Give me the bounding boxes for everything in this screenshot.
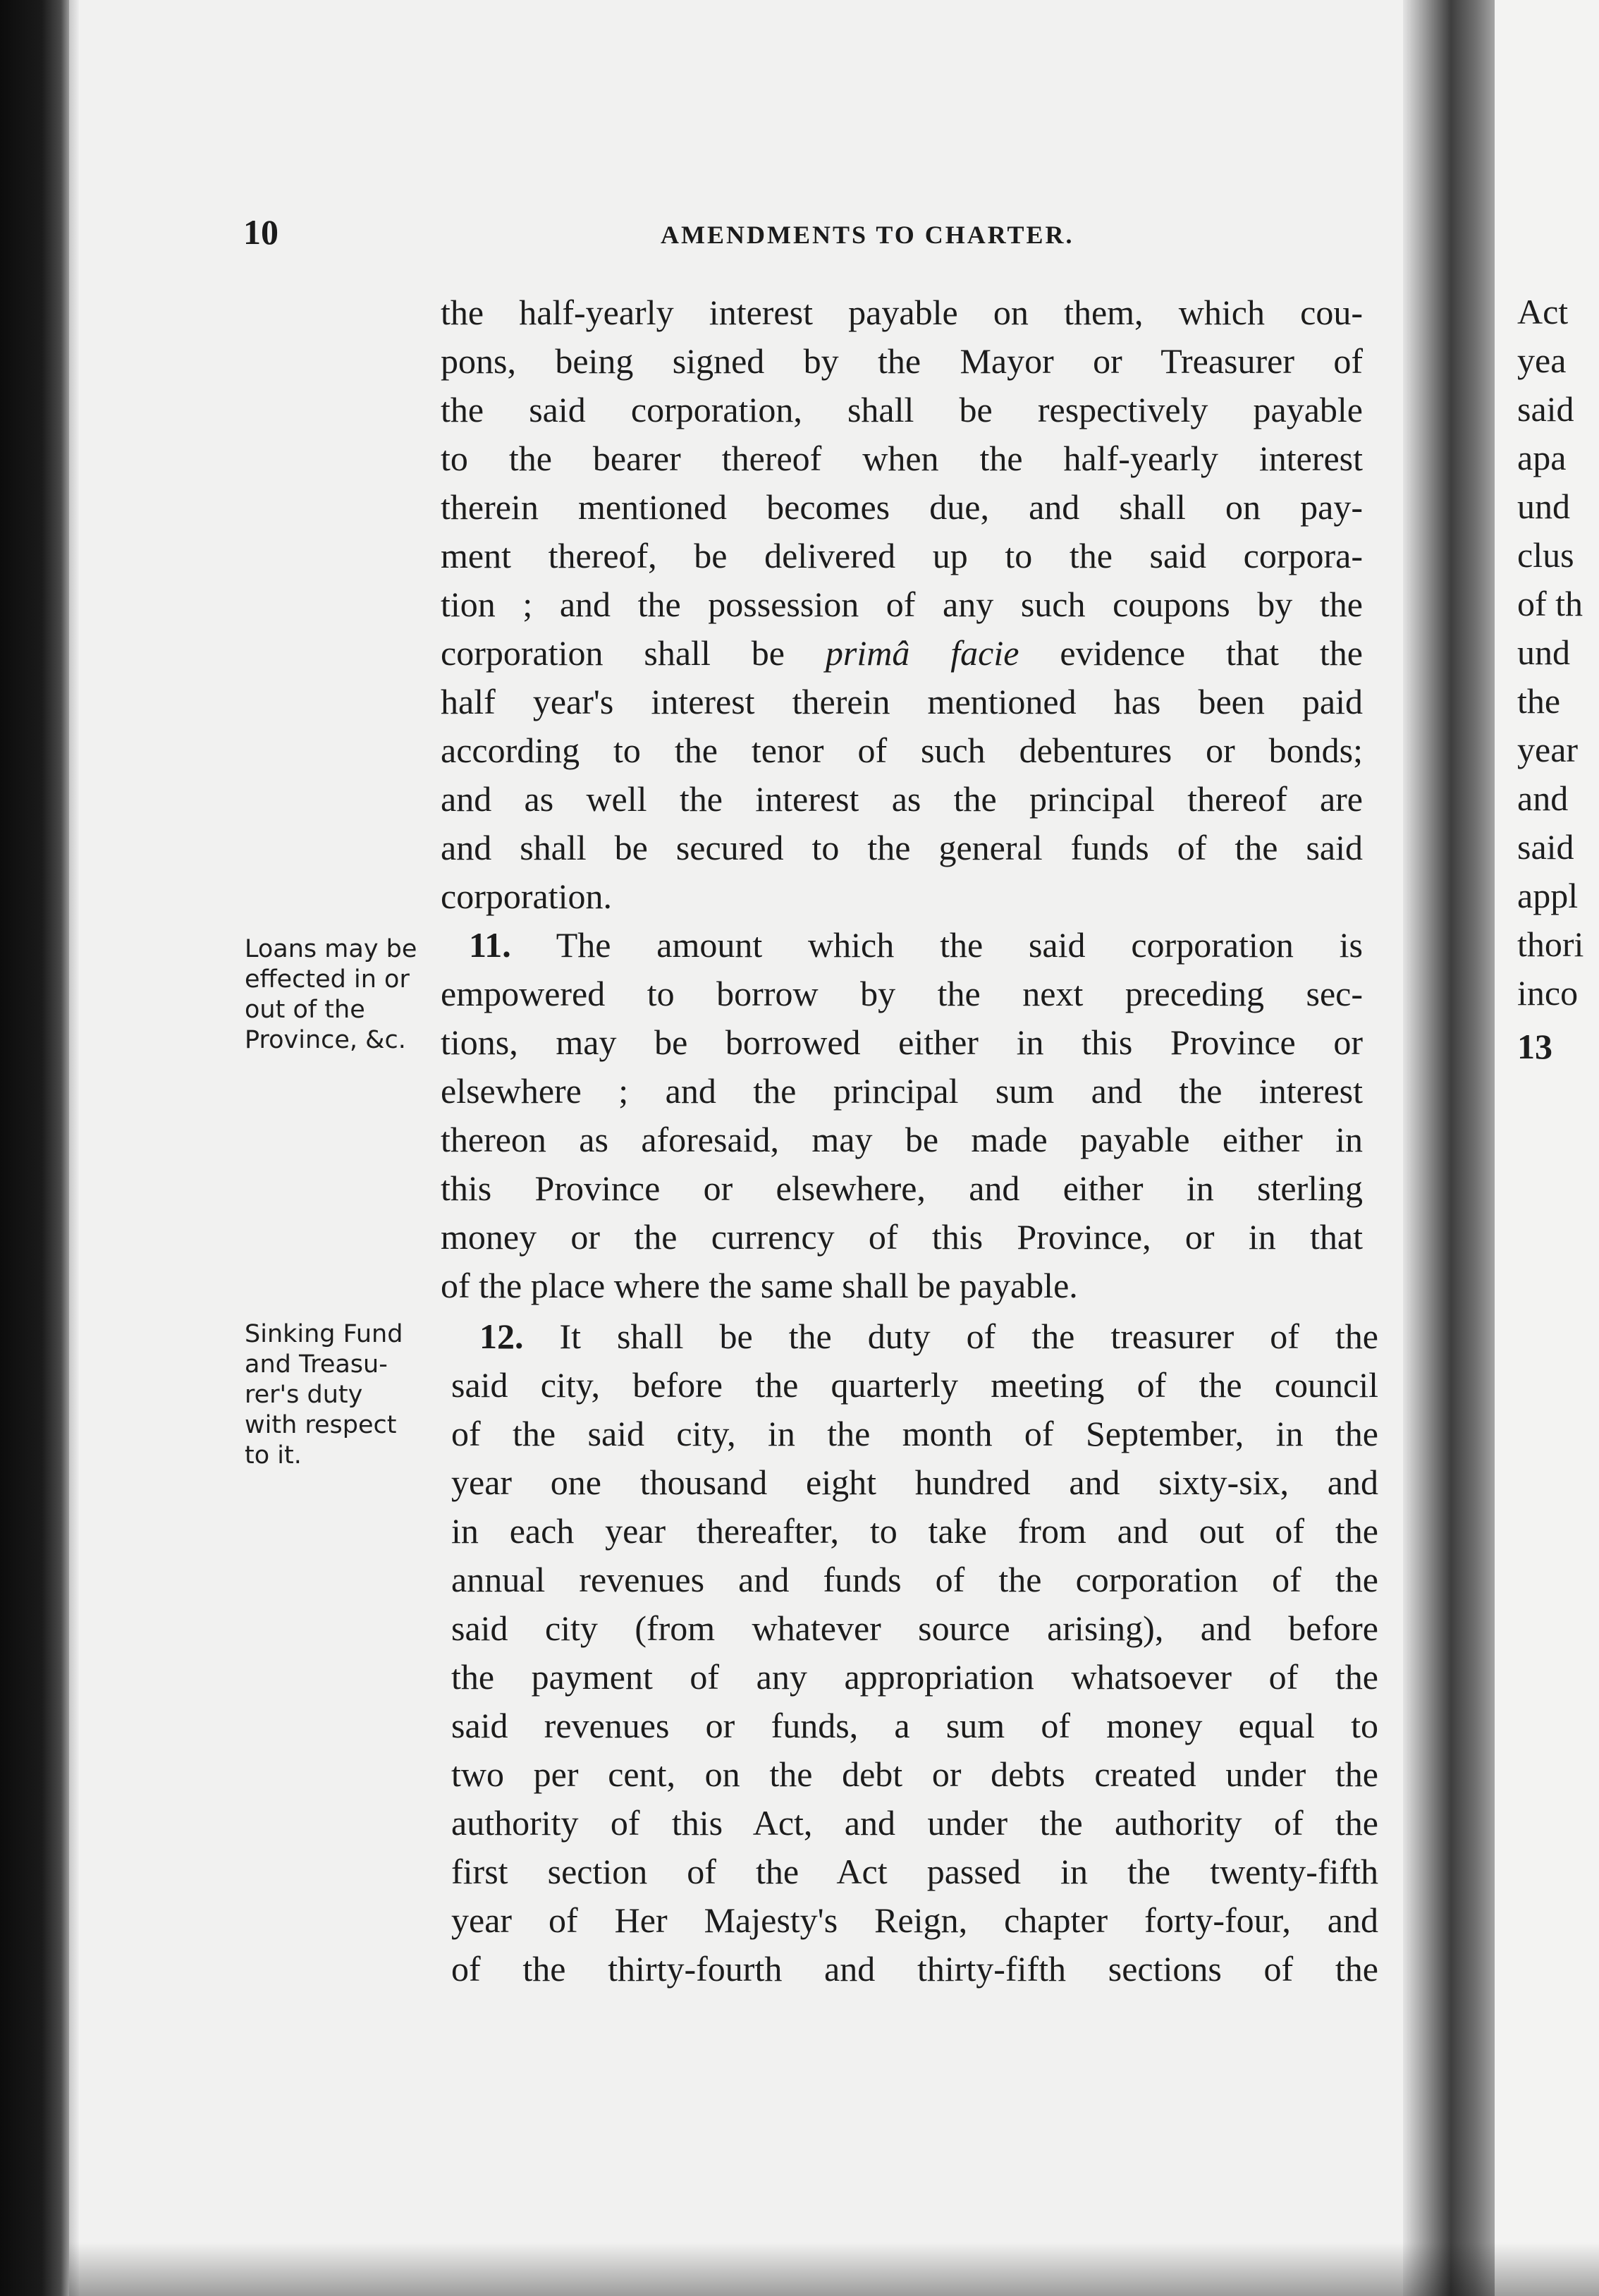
text-line: and [1517, 778, 1569, 818]
italic-phrase: primâ facie [825, 633, 1019, 673]
margin-note-loans [245, 934, 435, 1056]
text-line: authority of this Act, and under the authority of the [451, 1803, 1378, 1843]
margin-note-line: Loans may be [245, 935, 417, 963]
text-line: half year's interest therein mentioned has been paid [441, 682, 1363, 721]
text-line: elsewhere ; and the principal sum and the interest [441, 1071, 1363, 1111]
margin-note-sinking-fund [245, 1319, 435, 1471]
text-line: money or the currency of this Province, or in that [441, 1217, 1363, 1257]
text-line: Act [1517, 292, 1569, 331]
text-line: two per cent, on the debt or debts created under the [451, 1754, 1378, 1794]
page-edge [69, 0, 79, 2296]
margin-note-line: and Treasu- [245, 1350, 388, 1379]
text-line [451, 1315, 1378, 1357]
text-line: to the bearer thereof when the half-yearly interest [441, 439, 1363, 478]
section-number: 12. [479, 1317, 524, 1356]
text-line: of the said city, in the month of September, in the [451, 1414, 1378, 1453]
text-line: tions, may be borrowed either in this Province or [441, 1022, 1363, 1062]
text-line: und [1517, 633, 1570, 672]
text-line: said city (from whatever source arising), and before [451, 1608, 1378, 1648]
text-line: said revenues or funds, a sum of money equal to [451, 1706, 1378, 1745]
text-line: said city, before the quarterly meeting of the council [451, 1365, 1378, 1405]
next-page-fragment [1495, 0, 1599, 2296]
text-line: the half-yearly interest payable on them, which cou- [441, 293, 1363, 332]
text-line: and shall be secured to the general funds of the said [441, 828, 1363, 867]
text-line: first section of the Act passed in the twenty-fifth [451, 1852, 1378, 1891]
text-line: year of Her Majesty's Reign, chapter forty-four, and [451, 1900, 1378, 1940]
text-line: in each year thereafter, to take from and out of the [451, 1511, 1378, 1551]
text-line: of the thirty-fourth and thirty-fifth sections of the [451, 1949, 1378, 1989]
text-line: of th [1517, 584, 1583, 623]
text-line: the [1517, 681, 1561, 721]
margin-note-line: rer's duty [245, 1381, 363, 1409]
text-line: the said corporation, shall be respectively payable [441, 390, 1363, 429]
text-segment: It shall be the duty of the treasurer of the [559, 1317, 1378, 1356]
text-segment: The amount which the said corporation is [556, 925, 1363, 965]
text-line: ment thereof, be delivered up to the said corpora- [441, 536, 1363, 575]
text-line: yea [1517, 341, 1567, 380]
section-number: 13 [1517, 1027, 1552, 1066]
running-title: AMENDMENTS TO CHARTER. [661, 221, 1074, 249]
text-line: thori [1517, 924, 1584, 964]
text-line: und [1517, 487, 1570, 526]
bottom-shadow [69, 2242, 1599, 2296]
text-line: and as well the interest as the principal thereof are [441, 779, 1363, 819]
text-segment: evidence that the [1060, 633, 1363, 673]
binding-edge [0, 0, 69, 2296]
running-head [243, 212, 1378, 254]
page-number: 10 [243, 212, 278, 252]
text-line: apa [1517, 438, 1567, 477]
text-line: empowered to borrow by the next preceding sec- [441, 974, 1363, 1013]
text-line: annual revenues and funds of the corporation of the [451, 1560, 1378, 1599]
text-line: appl [1517, 876, 1579, 915]
section-number: 11. [469, 925, 511, 965]
text-line: said [1517, 389, 1574, 429]
text-line: therein mentioned becomes due, and shall on pay- [441, 487, 1363, 527]
text-line: tion ; and the possession of any such coupons by the [441, 585, 1363, 624]
margin-note-line: to it. [245, 1441, 302, 1470]
text-line: this Province or elsewhere, and either in sterling [441, 1168, 1363, 1208]
margin-note-line: out of the [245, 996, 365, 1024]
text-line: year one thousand eight hundred and sixty-six, and [451, 1463, 1378, 1502]
text-line: the payment of any appropriation whatsoever of the [451, 1657, 1378, 1697]
text-line: of the place where the same shall be payable. [441, 1266, 1078, 1305]
text-segment: corporation shall be [441, 633, 785, 673]
text-line [441, 632, 1363, 674]
text-line [441, 924, 1363, 966]
text-line: thereon as aforesaid, may be made payable either in [441, 1120, 1363, 1159]
margin-note-line: with respect [245, 1411, 397, 1439]
text-line: said [1517, 827, 1574, 867]
margin-note-line: effected in or [245, 965, 410, 994]
text-line: corporation. [441, 877, 612, 916]
text-line: year [1517, 730, 1579, 769]
margin-note-line: Province, &c. [245, 1026, 406, 1054]
text-line: clus [1517, 535, 1574, 575]
text-line: pons, being signed by the Mayor or Treasurer of [441, 341, 1363, 381]
margin-note-line: Sinking Fund [245, 1320, 403, 1348]
text-line: according to the tenor of such debentures or bonds; [441, 731, 1363, 770]
text-line: inco [1517, 973, 1579, 1013]
